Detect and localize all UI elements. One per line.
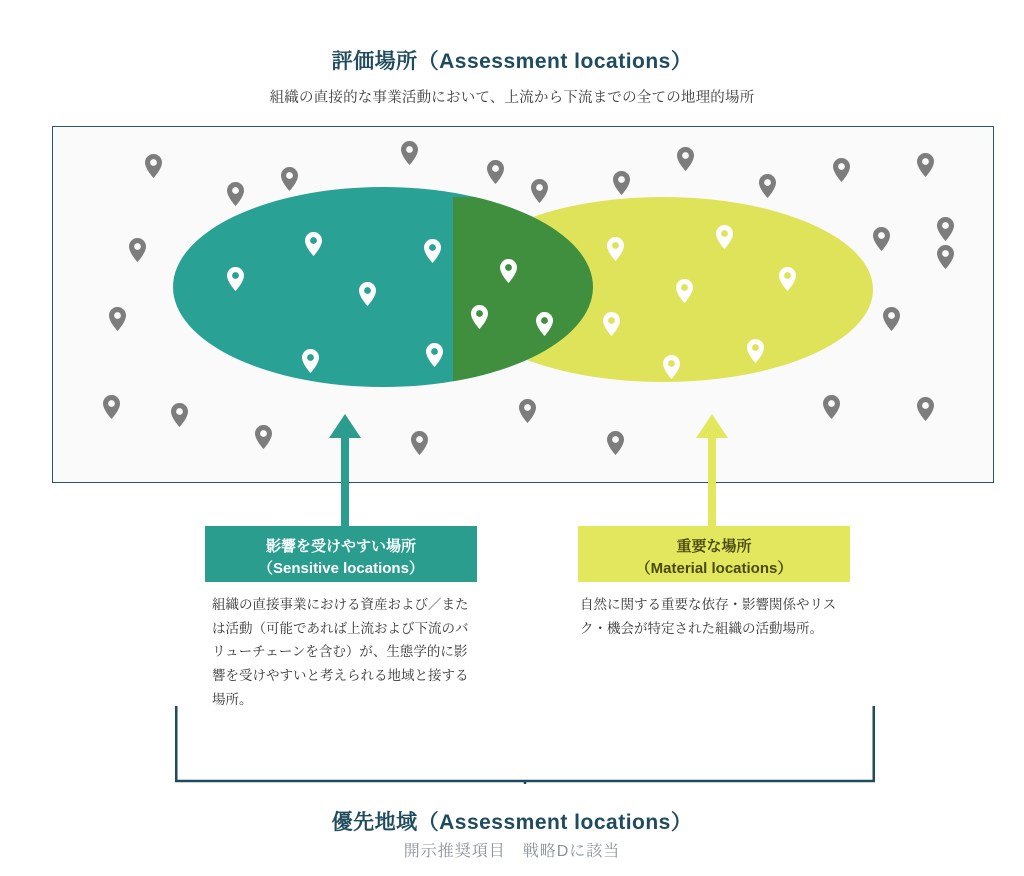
map-pin-icon [607,431,624,455]
map-pin-icon [759,174,776,198]
page-title: 評価場所（Assessment locations） [331,50,693,73]
footer-subtitle: 開示推奨項目 戦略Dに該当 [403,843,621,860]
assessment-locations-map [52,126,994,483]
sensitive-locations-legend[interactable] [205,526,477,582]
map-pin-icon [917,153,934,177]
map-pin-icon [613,171,630,195]
map-pin-icon [109,307,126,331]
map-pin-icon [103,395,120,419]
map-pin-icon [487,160,504,184]
arrow-up-icon [692,414,732,526]
overlap-region [453,197,593,382]
map-pin-icon [676,279,693,303]
map-pin-icon [937,217,954,241]
map-pin-icon [917,397,934,421]
map-pin-icon [129,238,146,262]
map-pin-icon [607,237,624,261]
map-pin-icon [531,179,548,203]
map-pin-icon [779,267,796,291]
material-legend-label-line1: 重要な場所 [676,538,752,555]
map-pin-icon [603,312,620,336]
bracket [175,706,875,784]
map-pin-icon [411,431,428,455]
map-pin-icon [500,259,517,283]
material-legend-label-line2: （Material locations） [635,559,793,577]
sensitive-legend-label-line2: （Sensitive locations） [258,559,424,577]
map-pin-icon [171,403,188,427]
map-pin-icon [519,399,536,423]
map-pin-icon [833,158,850,182]
map-pin-icon [145,154,162,178]
map-pin-icon [401,141,418,165]
map-pin-icon [471,305,488,329]
map-pin-icon [227,182,244,206]
map-pin-icon [823,395,840,419]
map-pin-icon [227,267,244,291]
map-pin-icon [716,225,733,249]
page-subtitle: 組織の直接的な事業活動において、上流から下流までの全ての地理的場所 [269,90,755,106]
map-pin-icon [359,282,376,306]
map-pin-icon [305,232,322,256]
material-locations-description: 自然に関する重要な依存・影響関係やリスク・機会が特定された組織の活動場所。 [580,597,837,636]
map-pin-icon [302,349,319,373]
map-pin-icon [883,307,900,331]
sensitive-locations-description: 組織の直接事業における資産および／または活動（可能であれば上流および下流のバリューチェーンを含む）が、生態学的に影響を受けやすいと考えられる地域と接する場所。 [212,597,469,707]
sensitive-legend-label-line1: 影響を受けやすい場所 [265,538,416,555]
material-locations-legend[interactable] [578,526,850,582]
map-pin-icon [281,167,298,191]
map-pin-icon [937,245,954,269]
map-pin-icon [873,227,890,251]
map-pin-icon [663,355,680,379]
map-pin-icon [426,343,443,367]
map-pin-icon [677,147,694,171]
map-pin-icon [536,312,553,336]
footer-title: 優先地域（Assessment locations） [331,811,693,834]
map-pin-icon [255,425,272,449]
map-pin-icon [424,239,441,263]
arrow-up-icon [325,414,365,526]
map-pin-icon [747,339,764,363]
